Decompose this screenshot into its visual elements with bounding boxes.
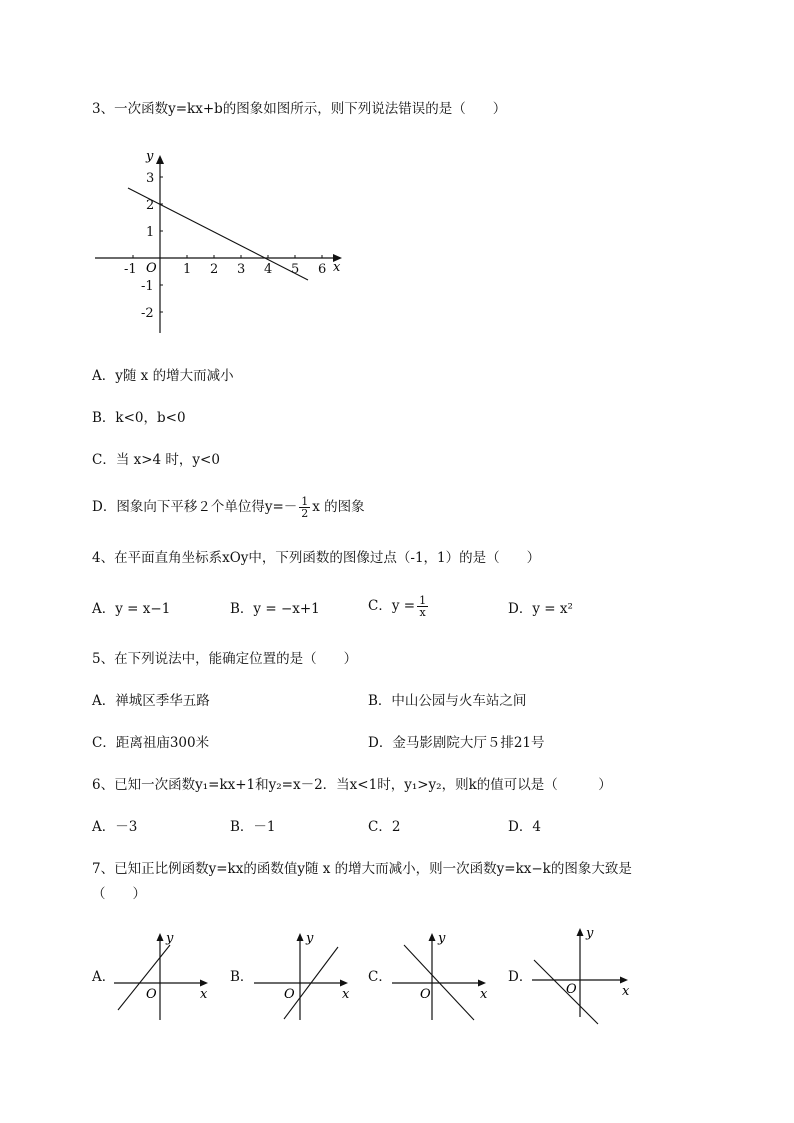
q7-stem-line1: 7、已知正比例函数y=kx的函数值y随 x 的增大而减小，则一次函数y=kx−k的图象大致是 — [92, 861, 632, 877]
q3-xtick: 6 — [318, 262, 327, 277]
q7-option-c-letter: C． — [368, 969, 392, 985]
q3-y-arrow — [156, 155, 164, 164]
q3-ytick: 2 — [146, 198, 155, 213]
q7-graph-a — [110, 925, 220, 1025]
q3-option-d-suffix: x 的图象 — [312, 499, 365, 515]
q7-d-y-label: y — [586, 926, 594, 941]
q7-option-a-letter: A． — [92, 969, 116, 985]
q5-option-c: C．距离祖庙300米 — [92, 735, 210, 751]
q3-option-d — [92, 496, 365, 519]
q3-option-d-prefix: D．图象向下平移２个单位得y=－ — [92, 499, 298, 515]
q5-option-a: A．禅城区季华五路 — [92, 693, 210, 709]
q7-b-x-label: x — [342, 987, 350, 1002]
q7-graph-d — [528, 920, 638, 1025]
q3-x-label: x — [333, 260, 341, 275]
q3-ytick: 3 — [146, 171, 155, 186]
q3-xtick: -1 — [124, 262, 137, 277]
q3-y-label: y — [146, 149, 154, 164]
q3-xtick: 4 — [264, 262, 273, 277]
fraction-denominator: x — [419, 606, 426, 619]
q6-option-b: B．－1 — [230, 819, 276, 835]
q4-option-c — [368, 595, 430, 618]
q4-option-b: B．y = −x+1 — [230, 601, 320, 617]
q7-d-x-label: x — [622, 984, 630, 999]
q4-option-a: A．y = x−1 — [92, 601, 171, 617]
q6-option-c: C．2 — [368, 819, 401, 835]
q7-option-b-letter: B． — [230, 969, 254, 985]
q3-option-b: B．k<0，b<0 — [92, 410, 186, 426]
q5-option-d: D．金马影剧院大厅５排21号 — [368, 735, 545, 751]
q4-stem: 4、在平面直角坐标系xOy中，下列函数的图像过点（-1，1）的是（ ） — [92, 550, 541, 566]
q6-option-a: A．－3 — [92, 819, 138, 835]
q3-xtick: 5 — [291, 262, 300, 277]
q4-option-d: D．y = x² — [508, 601, 573, 617]
q7-c-origin: O — [420, 987, 431, 1002]
q3-option-a: A．y随 x 的增大而减小 — [92, 368, 234, 384]
q3-xtick: 1 — [183, 262, 192, 277]
q3-ytick: 1 — [146, 225, 155, 240]
q7-a-y-label: y — [166, 931, 174, 946]
q7-d-origin: O — [566, 982, 577, 997]
q5-option-b: B．中山公园与火车站之间 — [368, 693, 527, 709]
q3-stem: 3、一次函数y=kx+b的图象如图所示，则下列说法错误的是（ ） — [92, 101, 507, 117]
q3-option-c: C．当 x>4 时，y<0 — [92, 452, 220, 468]
q3-ytick: -1 — [141, 279, 154, 294]
fraction-denominator: 2 — [301, 507, 309, 520]
q7-b-origin: O — [284, 987, 295, 1002]
q7-stem-line2: （ ） — [92, 886, 146, 902]
q7-c-x-label: x — [480, 987, 488, 1002]
q3-ytick: -2 — [141, 306, 154, 321]
q7-d-line — [534, 960, 598, 1024]
q7-a-line — [118, 945, 170, 1010]
q3-xtick: 3 — [237, 262, 246, 277]
q4-option-c-prefix: C．y = — [368, 598, 416, 614]
q7-graph-b — [250, 925, 360, 1025]
fraction-numerator: 1 — [419, 594, 427, 607]
fraction-numerator: 1 — [301, 495, 309, 508]
q3-origin: O — [146, 261, 157, 276]
q3-graph — [90, 145, 355, 340]
q7-c-y-label: y — [438, 931, 446, 946]
q6-option-d: D．4 — [508, 819, 541, 835]
q7-graph-c — [388, 925, 498, 1025]
q3-xtick: 2 — [210, 262, 219, 277]
q7-a-x-label: x — [200, 987, 208, 1002]
q7-b-y-label: y — [306, 931, 314, 946]
q6-stem: 6、已知一次函数y₁=kx+1和y₂=x－2．当x<1时，y₁>y₂，则k的值可以是（ ） — [92, 777, 612, 793]
q3-option-d-fraction — [299, 496, 310, 519]
q5-stem: 5、在下列说法中，能确定位置的是（ ） — [92, 651, 358, 667]
q7-a-origin: O — [146, 987, 157, 1002]
q7-option-d-letter: D． — [508, 969, 533, 985]
q4-option-c-fraction — [417, 595, 428, 618]
